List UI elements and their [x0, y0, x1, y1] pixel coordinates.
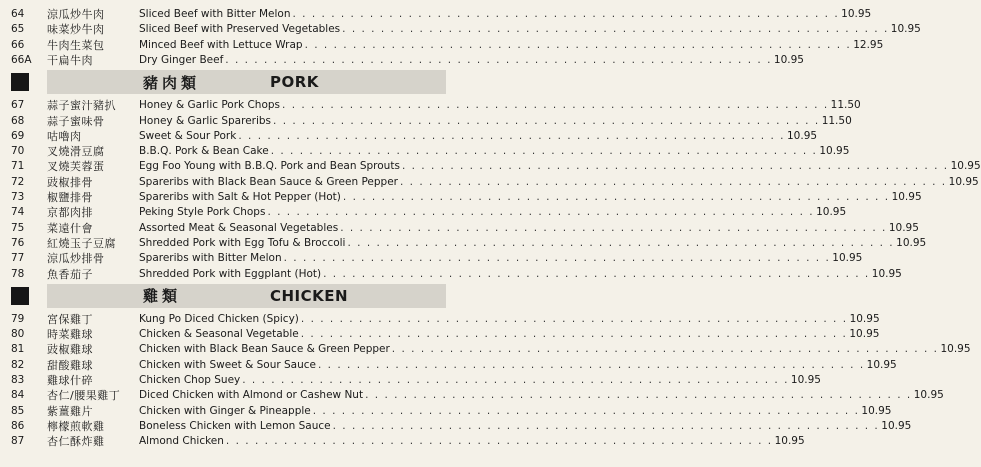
item-chinese-name: 叉燒滑豆腐 [47, 145, 105, 159]
item-english-name: Assorted Meat & Seasonal Vegetables [139, 221, 339, 234]
item-chinese-name: 豉椒排骨 [47, 175, 93, 189]
menu-item [0, 312, 880, 327]
item-description [139, 221, 919, 236]
dot-leader: . . . . . . . . . . . . . . . . . . . . . . . . . . . . . . . . . . . . . . . . . . . . . . . . . . . . . . . . . [282, 99, 829, 112]
item-price: 10.95 [849, 328, 880, 341]
item-description [139, 419, 912, 434]
item-description [139, 267, 902, 282]
item-number: 70 [11, 145, 25, 158]
item-description [139, 53, 804, 68]
item-price: 10.95 [790, 374, 821, 386]
item-english-name: Chicken with Black Bean Sauce & Green Pepper [139, 343, 390, 356]
dot-leader: . . . . . . . . . . . . . . . . . . . . . . . . . . . . . . . . . . . . . . . . . . . . . . . . . . . . . . . . . [242, 374, 789, 386]
item-chinese-name: 時菜雞球 [47, 328, 93, 342]
item-price: 10.95 [891, 191, 922, 203]
menu-item [0, 388, 944, 403]
item-description [139, 144, 850, 159]
item-description [139, 434, 805, 449]
menu-item [0, 251, 863, 266]
dot-leader: . . . . . . . . . . . . . . . . . . . . . . . . . . . . . . . . . . . . . . . . . . . . . . . . . . . . . . . . . [304, 38, 852, 51]
item-price: 10.95 [913, 389, 944, 402]
item-description [139, 114, 852, 129]
item-english-name: Honey & Garlic Spareribs [139, 114, 272, 127]
item-number: 66 [11, 38, 25, 51]
menu-item [0, 114, 852, 129]
item-description [139, 175, 979, 190]
item-chinese-name: 蒜子蜜味骨 [47, 114, 105, 128]
section-title-chinese: 雞類 [143, 287, 182, 306]
item-english-name: Sliced Beef with Preserved Vegetables [139, 23, 341, 36]
item-number: 66A [11, 53, 32, 66]
item-chinese-name: 甜酸雞球 [47, 358, 93, 372]
dot-leader: . . . . . . . . . . . . . . . . . . . . . . . . . . . . . . . . . . . . . . . . . . . . . . . . . . . . . . . . . [225, 53, 772, 66]
item-english-name: Peking Style Pork Chops [139, 206, 266, 219]
dot-leader: . . . . . . . . . . . . . . . . . . . . . . . . . . . . . . . . . . . . . . . . . . . . . . . . . . . . . . . . . [273, 114, 820, 127]
item-description [139, 205, 847, 220]
item-description [139, 129, 818, 144]
item-chinese-name: 椒鹽排骨 [47, 191, 93, 204]
item-chinese-name: 咕嚕肉 [47, 129, 82, 143]
item-chinese-name: 檸檬煎軟雞 [47, 419, 105, 433]
dot-leader: . . . . . . . . . . . . . . . . . . . . . . . . . . . . . . . . . . . . . . . . . . . . . . . . . . . . . . . . . [340, 221, 887, 234]
item-english-name: Kung Po Diced Chicken (Spicy) [139, 312, 299, 325]
dot-leader: . . . . . . . . . . . . . . . . . . . . . . . . . . . . . . . . . . . . . . . . . . . . . . . . . . . . . . . . . [318, 358, 865, 371]
menu-item [0, 144, 850, 159]
item-price: 10.95 [896, 236, 927, 249]
item-price: 10.95 [940, 343, 971, 356]
menu-item [0, 404, 892, 419]
item-number: 75 [11, 221, 25, 234]
item-price: 11.50 [830, 99, 861, 112]
item-number: 80 [11, 328, 25, 341]
item-description [139, 236, 927, 251]
dot-leader: . . . . . . . . . . . . . . . . . . . . . . . . . . . . . . . . . . . . . . . . . . . . . . . . . . . . . . . . . [391, 343, 939, 356]
menu-item [0, 221, 919, 236]
item-number: 78 [11, 267, 25, 280]
section-header [0, 281, 450, 311]
dot-leader: . . . . . . . . . . . . . . . . . . . . . . . . . . . . . . . . . . . . . . . . . . . . . . . . . . . . . . . . . [312, 404, 860, 417]
menu-item [0, 7, 872, 22]
dot-leader: . . . . . . . . . . . . . . . . . . . . . . . . . . . . . . . . . . . . . . . . . . . . . . . . . . . . . . . . . [283, 252, 831, 265]
section-banner [47, 284, 446, 308]
item-english-name: Almond Chicken [139, 435, 224, 448]
menu-item [0, 267, 902, 282]
menu-item [0, 205, 847, 220]
dot-leader: . . . . . . . . . . . . . . . . . . . . . . . . . . . . . . . . . . . . . . . . . . . . . . . . . . . . . . . . . [401, 160, 949, 173]
item-price: 10.95 [787, 129, 818, 142]
menu-item [0, 175, 979, 190]
item-price: 10.95 [866, 358, 897, 371]
item-price: 10.95 [849, 312, 880, 325]
item-number: 74 [11, 206, 25, 219]
item-chinese-name: 菜遠什會 [47, 221, 93, 235]
item-english-name: Sweet & Sour Pork [139, 129, 237, 142]
item-number: 72 [11, 175, 25, 188]
item-english-name: Honey & Garlic Pork Chops [139, 99, 281, 112]
item-price: 12.95 [853, 38, 884, 51]
item-price: 10.95 [871, 267, 902, 280]
item-english-name: Spareribs with Bitter Melon [139, 252, 282, 265]
item-description [139, 98, 861, 113]
item-chinese-name: 京都肉排 [47, 206, 93, 220]
item-price: 10.95 [890, 23, 921, 36]
dot-leader: . . . . . . . . . . . . . . . . . . . . . . . . . . . . . . . . . . . . . . . . . . . . . . . . . . . . . . . . . [238, 129, 785, 142]
item-english-name: Chicken Chop Suey [139, 374, 241, 386]
item-number: 81 [11, 343, 25, 356]
item-english-name: Chicken & Seasonal Vegetable [139, 328, 299, 341]
menu-item [0, 373, 821, 388]
item-description [139, 159, 981, 174]
item-number: 71 [11, 160, 25, 173]
menu-item [0, 159, 981, 174]
item-english-name: Shredded Pork with Eggplant (Hot) [139, 267, 322, 280]
menu-item [0, 22, 921, 37]
item-description [139, 327, 880, 342]
item-description [139, 342, 971, 357]
section-title-english: PORK [270, 73, 319, 92]
dot-leader: . . . . . . . . . . . . . . . . . . . . . . . . . . . . . . . . . . . . . . . . . . . . . . . . . . . . . . . . . [300, 328, 848, 341]
item-number: 73 [11, 191, 25, 203]
item-description [139, 358, 897, 373]
item-chinese-name: 干扁牛肉 [47, 53, 93, 67]
item-price: 10.95 [841, 8, 872, 20]
item-description [139, 38, 884, 53]
item-chinese-name: 涼瓜炒牛肉 [47, 8, 105, 21]
dot-leader: . . . . . . . . . . . . . . . . . . . . . . . . . . . . . . . . . . . . . . . . . . . . . . . . . . . . . . . . . [342, 23, 889, 36]
item-number: 86 [11, 419, 25, 432]
menu-item [0, 236, 927, 251]
item-english-name: Chicken with Ginger & Pineapple [139, 404, 311, 417]
item-description [139, 388, 944, 403]
item-chinese-name: 宮保雞丁 [47, 312, 93, 326]
item-chinese-name: 蒜子蜜汁豬扒 [47, 99, 116, 113]
item-price: 10.95 [861, 404, 892, 417]
item-chinese-name: 豉椒雞球 [47, 343, 93, 357]
menu-item [0, 38, 884, 53]
item-number: 76 [11, 236, 25, 249]
item-number: 87 [11, 435, 25, 448]
item-description [139, 190, 922, 205]
item-english-name: Spareribs with Black Bean Sauce & Green Pepper [139, 175, 398, 188]
item-number: 82 [11, 358, 25, 371]
menu-item [0, 53, 804, 68]
item-description [139, 22, 921, 37]
item-price: 10.95 [881, 419, 912, 432]
dot-leader: . . . . . . . . . . . . . . . . . . . . . . . . . . . . . . . . . . . . . . . . . . . . . . . . . . . . . . . . . [347, 236, 895, 249]
item-chinese-name: 杏仁酥炸雞 [47, 435, 105, 449]
item-number: 65 [11, 23, 25, 36]
item-english-name: Boneless Chicken with Lemon Sauce [139, 419, 331, 432]
section-banner [47, 70, 446, 94]
dot-leader: . . . . . . . . . . . . . . . . . . . . . . . . . . . . . . . . . . . . . . . . . . . . . . . . . . . . . . . . . [292, 8, 840, 20]
item-chinese-name: 魚香茄子 [47, 267, 93, 281]
item-price: 10.95 [832, 252, 863, 265]
item-chinese-name: 味菜炒牛肉 [47, 23, 105, 37]
item-english-name: Egg Foo Young with B.B.Q. Pork and Bean Sprouts [139, 160, 400, 173]
item-price: 10.95 [950, 160, 981, 173]
section-marker [11, 287, 29, 305]
item-number: 69 [11, 129, 25, 142]
item-chinese-name: 牛肉生菜包 [47, 38, 105, 52]
menu-item [0, 129, 818, 144]
item-chinese-name: 涼瓜炒排骨 [47, 252, 105, 266]
item-chinese-name: 雞球什碎 [47, 374, 93, 387]
item-english-name: Spareribs with Salt & Hot Pepper (Hot) [139, 191, 341, 203]
section-title-english: CHICKEN [270, 286, 349, 305]
item-number: 85 [11, 404, 25, 417]
item-chinese-name: 杏仁/腰果雞丁 [47, 389, 121, 403]
section-title-chinese: 豬肉類 [143, 73, 201, 92]
item-number: 84 [11, 389, 25, 402]
item-english-name: B.B.Q. Pork & Bean Cake [139, 145, 269, 158]
item-english-name: Minced Beef with Lettuce Wrap [139, 38, 303, 51]
item-description [139, 404, 892, 419]
dot-leader: . . . . . . . . . . . . . . . . . . . . . . . . . . . . . . . . . . . . . . . . . . . . . . . . . . . . . . . . . [399, 175, 947, 188]
item-number: 67 [11, 99, 25, 112]
item-price: 10.95 [816, 206, 847, 219]
item-number: 77 [11, 252, 25, 265]
item-description [139, 251, 863, 266]
menu-item [0, 98, 861, 113]
menu-item [0, 434, 805, 449]
item-description [139, 7, 872, 22]
item-description [139, 312, 880, 327]
item-number: 79 [11, 312, 25, 325]
item-chinese-name: 叉燒芙蓉蛋 [47, 160, 105, 174]
item-price: 11.50 [821, 114, 852, 127]
dot-leader: . . . . . . . . . . . . . . . . . . . . . . . . . . . . . . . . . . . . . . . . . . . . . . . . . . . . . . . . . [342, 191, 890, 203]
item-english-name: Sliced Beef with Bitter Melon [139, 8, 291, 20]
dot-leader: . . . . . . . . . . . . . . . . . . . . . . . . . . . . . . . . . . . . . . . . . . . . . . . . . . . . . . . . . [300, 312, 848, 325]
item-number: 64 [11, 8, 25, 20]
dot-leader: . . . . . . . . . . . . . . . . . . . . . . . . . . . . . . . . . . . . . . . . . . . . . . . . . . . . . . . . . [267, 206, 815, 219]
menu-item [0, 190, 922, 205]
menu-item [0, 419, 912, 434]
item-price: 10.95 [774, 435, 805, 448]
item-chinese-name: 紅燒玉子豆腐 [47, 236, 116, 250]
item-price: 10.95 [888, 221, 919, 234]
dot-leader: . . . . . . . . . . . . . . . . . . . . . . . . . . . . . . . . . . . . . . . . . . . . . . . . . . . . . . . . . [225, 435, 773, 448]
item-number: 68 [11, 114, 25, 127]
menu-item [0, 358, 897, 373]
menu-item [0, 342, 971, 357]
dot-leader: . . . . . . . . . . . . . . . . . . . . . . . . . . . . . . . . . . . . . . . . . . . . . . . . . . . . . . . . . [332, 419, 880, 432]
item-english-name: Dry Ginger Beef [139, 53, 224, 66]
item-english-name: Diced Chicken with Almond or Cashew Nut [139, 389, 364, 402]
item-description [139, 373, 821, 388]
section-header [0, 67, 450, 97]
item-number: 83 [11, 374, 25, 386]
dot-leader: . . . . . . . . . . . . . . . . . . . . . . . . . . . . . . . . . . . . . . . . . . . . . . . . . . . . . . . . . [270, 145, 818, 158]
menu-item [0, 327, 880, 342]
dot-leader: . . . . . . . . . . . . . . . . . . . . . . . . . . . . . . . . . . . . . . . . . . . . . . . . . . . . . . . . . [323, 267, 870, 280]
item-english-name: Shredded Pork with Egg Tofu & Broccoli [139, 236, 346, 249]
item-price: 10.95 [819, 145, 850, 158]
item-price: 10.95 [948, 175, 979, 188]
item-english-name: Chicken with Sweet & Sour Sauce [139, 358, 316, 371]
dot-leader: . . . . . . . . . . . . . . . . . . . . . . . . . . . . . . . . . . . . . . . . . . . . . . . . . . . . . . . . . [365, 389, 912, 402]
section-marker [11, 73, 29, 91]
item-price: 10.95 [773, 53, 804, 66]
item-chinese-name: 紫薑雞片 [47, 404, 93, 418]
